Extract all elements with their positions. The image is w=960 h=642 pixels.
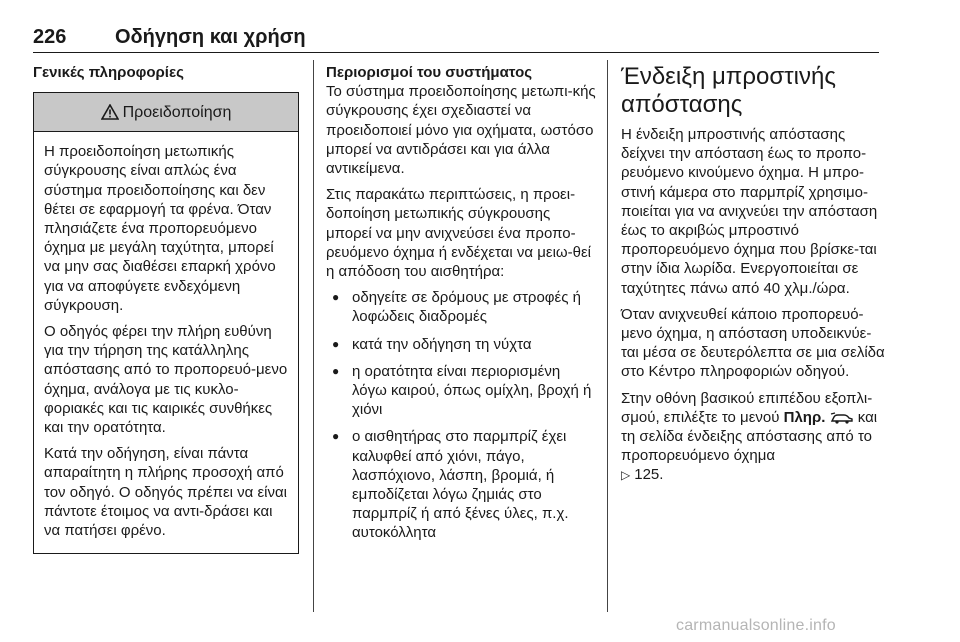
warning-paragraph: Η προειδοποίηση μετωπικής σύγκρουσης είναι απλώς ένα σύστημα προειδοποίησης και δεν θέτει σε εφαρμογή τα φρένα. Όταν πλησιάζετε ένα προπορευόμενο όχημα με μεγάλη ταχύτητα, μπορεί να μην σας διαθέσει επαρκή χρόνο για να αποφύγετε ενδεχόμενη σύγκρουση. <box>44 143 276 314</box>
menu-text-before: Στην οθόνη βασικού επιπέδου εξοπλι-σμού, επιλέξτε το μενού <box>621 389 873 426</box>
list-item: ● κατά την οδήγηση τη νύχτα <box>326 335 596 354</box>
cases-intro: Στις παρακάτω περιπτώσεις, η προει-δοποίηση μετωπικής σύγκρουσης μπορεί να μην ανιχνεύσει ένα προπο-ρευόμενο όχημα ή ενδέχεται να μειω-θεί η απόδοση του αισθητήρα: <box>326 186 591 281</box>
warning-body <box>34 132 298 553</box>
warning-paragraph: Κατά την οδήγηση, είναι πάντα απαραίτητη η πλήρης προσοχή από τον οδηγό. Ο οδηγός πρέπει να είναι πάντοτε έτοιμος να αντι-δράσει και να πατήσει φρένο. <box>44 445 288 540</box>
warning-title: Προειδοποίηση <box>122 103 232 121</box>
watermark: carmanualsonline.info <box>676 617 836 634</box>
warning-paragraph: Ο οδηγός φέρει την πλήρη ευθύνη για την τήρηση της κατάλληλης απόστασης από το προπορευό-μενο όχημα, ανάλογα με τις κυκλο-φοριακές και τις καιρικές συνθήκες και την ορατότητα. <box>44 323 288 437</box>
warning-header <box>34 93 298 132</box>
column-divider-2 <box>607 60 608 612</box>
menu-text-after: και τη σελίδα ένδειξης απόστασης από το προπορευόμενο όχημα <box>621 408 878 465</box>
right-column <box>621 63 889 493</box>
section-title: Γενικές πληροφορίες <box>33 64 184 81</box>
column-divider-1 <box>313 60 314 612</box>
menu-instructions <box>621 389 889 486</box>
menu-name: Πληρ. <box>783 408 826 426</box>
reference-arrow-icon: ▷ <box>621 468 631 483</box>
limitations-list <box>326 288 596 542</box>
page-number: 226 <box>33 26 67 48</box>
distance-paragraph: Η ένδειξη μπροστινής απόστασης δείχνει την απόσταση έως το προπο-ρευόμενο κινούμενο όχημα. Η μπρο-στινή κάμερα στο παρμπρίζ χρησιμο-ποιείται για να ανιχνεύει την απόσταση έως το ακριβώς μπροστινό προπορευόμενο όχημα που βρίσκε-ται στην ίδια λωρίδα. Ενεργοποιείται σε ταχύτητες πάνω από 40 χλμ./ώρα. <box>621 126 878 297</box>
chapter-title: Οδήγηση και χρήση <box>115 26 306 48</box>
left-column <box>33 63 299 554</box>
warning-box <box>33 92 299 554</box>
distance-indication-title: Ένδειξη μπροστινής απόστασης <box>621 63 836 118</box>
limitations-heading: Περιορισμοί του συστήματος <box>326 64 533 81</box>
list-item: ● η ορατότητα είναι περιορισμένη λόγω καιρού, όπως ομίχλη, βροχή ή χιόνι <box>326 362 596 420</box>
list-item: ● οδηγείτε σε δρόμους με στροφές ή λοφώδεις διαδρομές <box>326 288 596 326</box>
header-divider <box>33 52 879 53</box>
distance-paragraph: Όταν ανιχνευθεί κάποιο προπορευό-μενο όχημα, η απόσταση υποδεικνύε-ται μέσα σε δευτερόλεπτα σε μια σελίδα στο Κέντρο πληροφοριών οδηγού. <box>621 305 885 381</box>
warning-triangle-icon <box>101 104 119 120</box>
page-header <box>33 26 879 54</box>
middle-column <box>326 63 596 551</box>
list-item: ● ο αισθητήρας στο παρμπρίζ έχει καλυφθεί από χιόνι, πάγο, λασπόχιονο, λάσπη, βρομιά, ή εμποδίζεται λόγω ζημιάς στο παρμπρίζ ή από ξένες ύλες, π.χ. αυτοκόλλητα <box>326 427 596 542</box>
car-distance-icon <box>830 412 854 424</box>
limitations-intro: Το σύστημα προειδοποίησης μετωπι-κής σύγκρουσης έχει σχεδιαστεί να προειδοποιεί μόνο για οχήματα, ωστόσο μπορεί να αντιδράσει και για άλλα αντικείμενα. <box>326 83 596 178</box>
page-reference[interactable]: 125. <box>634 466 664 484</box>
